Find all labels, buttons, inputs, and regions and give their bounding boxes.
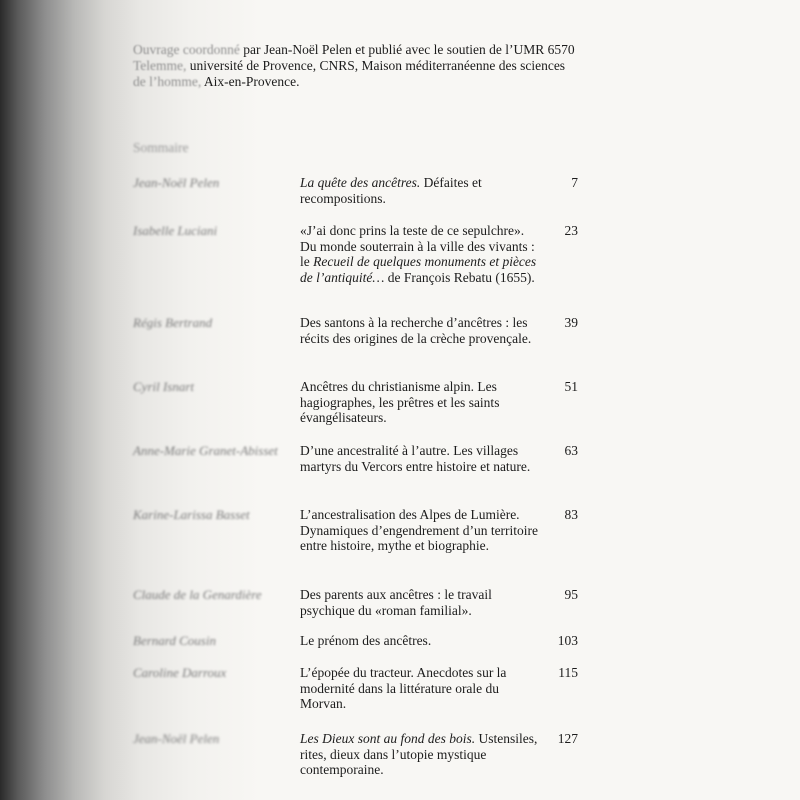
credits-line-2: Telemme, université de Provence, CNRS, Maison méditerranéenne des sciences: [133, 58, 566, 73]
toc-author: Karine-Larissa Basset: [133, 507, 250, 522]
toc-page-number: 51: [564, 379, 578, 394]
toc-title: La quête des ancêtres. Défaites et recompositions.: [300, 175, 482, 206]
toc-page-number: 127: [557, 731, 578, 746]
summary-heading: Sommaire: [133, 140, 189, 155]
toc-author: Caroline Darroux: [133, 665, 227, 680]
publication-credits: [133, 42, 613, 90]
toc-page-number: 23: [564, 223, 578, 238]
toc-page-number: 63: [564, 443, 578, 458]
toc-title: D’une ancestralité à l’autre. Les villages martyrs du Vercors entre histoire et nature.: [300, 443, 531, 474]
toc-author: Régis Bertrand: [133, 315, 213, 330]
toc-title: Le prénom des ancêtres.: [300, 633, 432, 648]
toc-page-number: 7: [571, 175, 578, 190]
toc-author: Anne-Marie Granet-Abisset: [133, 443, 278, 458]
toc-author: Bernard Cousin: [133, 633, 216, 648]
credits-line-1: Ouvrage coordonné par Jean-Noël Pelen et publié avec le soutien de l’UMR 6570: [133, 42, 575, 57]
toc-author: Cyril Isnart: [133, 379, 195, 394]
credits-line-3: de l’homme, Aix-en-Provence.: [133, 74, 300, 89]
toc-title: Des santons à la recherche d’ancêtres : les récits des origines de la crèche provençale.: [300, 315, 532, 346]
toc-title: L’épopée du tracteur. Anecdotes sur la modernité dans la littérature orale du Morvan.: [300, 665, 507, 711]
toc-author: Claude de la Genardière: [133, 587, 262, 602]
toc-page-number: 103: [557, 633, 578, 648]
toc-title: L’ancestralisation des Alpes de Lumière. Dynamiques d’engendrement d’un territoire entre histoire, mythe et biographie.: [300, 507, 539, 553]
toc-title: «J’ai donc prins la teste de ce sepulchre». Du monde souterrain à la ville des vivants : le Recueil de quelques monuments et pièces de l’antiquité… de François Rebatu (1655).: [300, 223, 537, 285]
toc-author: Isabelle Luciani: [133, 223, 218, 238]
toc-page-number: 39: [564, 315, 578, 330]
toc-page-number: 95: [564, 587, 578, 602]
toc-title: Ancêtres du christianisme alpin. Les hagiographes, les prêtres et les saints évangélisateurs.: [300, 379, 500, 425]
toc-title: Des parents aux ancêtres : le travail psychique du «roman familial».: [300, 587, 492, 618]
toc-page-number: 115: [558, 665, 578, 680]
toc-page-number: 83: [564, 507, 578, 522]
toc-author: Jean-Noël Pelen: [133, 731, 220, 746]
toc-author: Jean-Noël Pelen: [133, 175, 220, 190]
toc-title: Les Dieux sont au fond des bois. Ustensiles, rites, dieux dans l’utopie mystique contemporaine.: [300, 731, 538, 777]
